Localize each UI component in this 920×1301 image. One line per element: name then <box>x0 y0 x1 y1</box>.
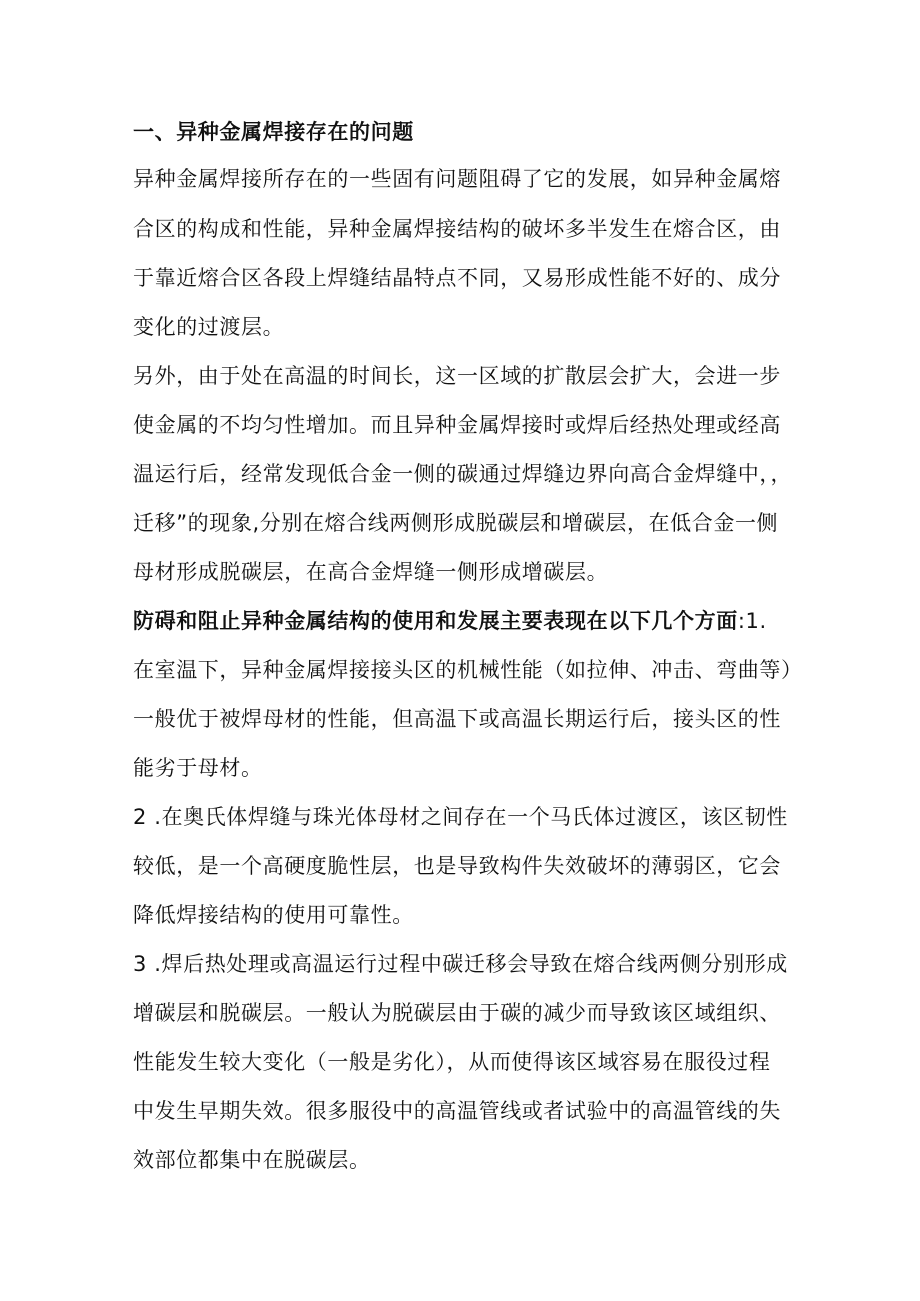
paragraph-4-line-2: 较低，是一个高硬度脆性层，也是导致构件失效破坏的薄弱区，它会 <box>133 854 781 878</box>
paragraph-4-line-1: 2 .在奥氏体焊缝与珠光体母材之间存在一个马氏体过渡区，该区韧性 <box>133 805 788 829</box>
paragraph-1-line-2: 合区的构成和性能，异种金属焊接结构的破坏多半发生在熔合区，由 <box>133 217 781 241</box>
paragraph-5-line-1: 3 .焊后热处理或高温运行过程中碳迁移会导致在熔合线两侧分别形成 <box>133 952 788 976</box>
paragraph-1-line-3: 于靠近熔合区各段上焊缝结晶特点不同，又易形成性能不好的、成分 <box>133 266 781 290</box>
paragraph-1-line-4: 变化的过渡层。 <box>133 315 285 339</box>
paragraph-3-lead-bold: 防碍和阻止异种金属结构的使用和发展主要表现在以下几个方面 <box>133 609 738 633</box>
paragraph-2-line-5: 母材形成脱碳层，在高合金焊缝一侧形成增碳层。 <box>133 560 609 584</box>
paragraph-5-line-2: 增碳层和脱碳层。一般认为脱碳层由于碳的减少而导致该区域组织、 <box>133 1001 781 1025</box>
paragraph-2-line-1: 另外，由于处在高温的时间长，这一区域的扩散层会扩大，会进一步 <box>133 364 781 388</box>
paragraph-1-line-1: 异种金属焊接所存在的一些固有问题阻碍了它的发展，如异种金属熔 <box>133 167 781 191</box>
paragraph-2-line-4: 迁移”的现象,分别在熔合线两侧形成脱碳层和增碳层，在低合金一侧 <box>133 511 779 535</box>
paragraph-2-line-2: 使金属的不均匀性增加。而且异种金属焊接时或焊后经热处理或经高 <box>133 413 781 437</box>
paragraph-3-lead-line <box>133 606 803 636</box>
paragraph-4-line-3: 降低焊接结构的使用可靠性。 <box>133 903 414 927</box>
paragraph-3-line-1: 在室温下，异种金属焊接接头区的机械性能（如拉伸、冲击、弯曲等） <box>133 658 803 682</box>
paragraph-3-line-3: 能劣于母材。 <box>133 756 263 780</box>
section-heading: 一、异种金属焊接存在的问题 <box>133 120 414 144</box>
paragraph-5-line-3: 性能发生较大变化（一般是劣化），从而使得该区域容易在服役过程 <box>133 1050 771 1074</box>
paragraph-5-line-4: 中发生早期失效。很多服役中的高温管线或者试验中的高温管线的失 <box>133 1099 781 1123</box>
paragraph-5-line-5: 效部位都集中在脱碳层。 <box>133 1148 371 1172</box>
paragraph-2-line-3: 温运行后，经常发现低合金一侧的碳通过焊缝边界向高合金焊缝中，， <box>133 462 793 486</box>
paragraph-3-lead-tail: :1. <box>737 609 767 633</box>
paragraph-3-line-2: 一般优于被焊母材的性能，但高温下或高温长期运行后，接头区的性 <box>133 707 781 731</box>
